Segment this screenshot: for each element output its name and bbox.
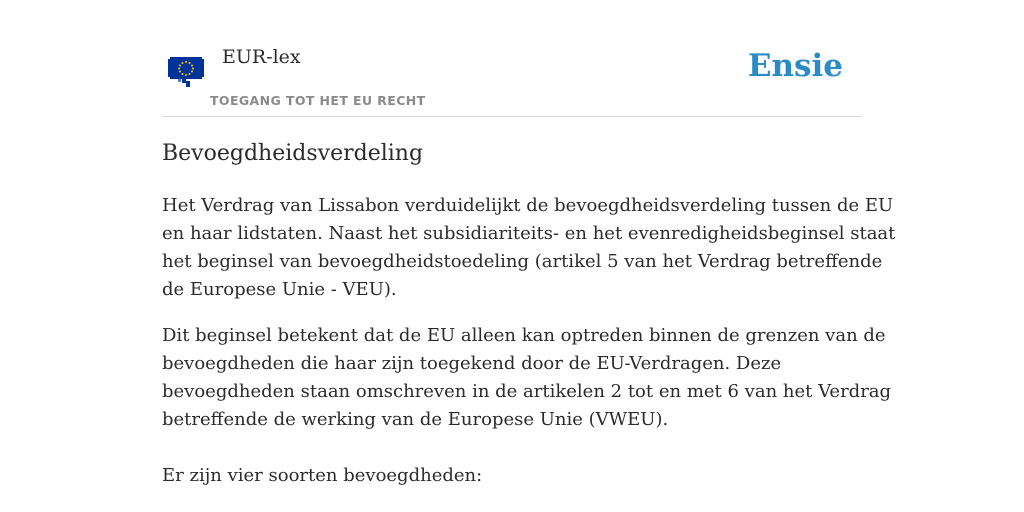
brand-logo-link[interactable]: Ensie: [747, 48, 843, 84]
article-content: [162, 136, 896, 490]
site-header: [162, 0, 862, 117]
paragraph-line: Dit beginsel betekent dat de EU alleen kan optreden binnen de grenzen van de: [162, 325, 886, 346]
paragraph-line: de Europese Unie - VEU).: [162, 279, 397, 300]
paragraph-line: Het Verdrag van Lissabon verduidelijkt de bevoegdheidsverdeling tussen de EU: [162, 195, 894, 216]
site-name[interactable]: EUR-lex: [222, 46, 301, 68]
site-tagline: TOEGANG TOT HET EU RECHT: [210, 93, 426, 108]
article-paragraph: [162, 322, 892, 434]
paragraph-line: bevoegdheden staan omschreven in de artikelen 2 tot en met 6 van het Verdrag: [162, 381, 892, 402]
page-title: Bevoegdheidsverdeling: [162, 141, 424, 166]
article-paragraph: [162, 462, 862, 490]
eu-flag-icon[interactable]: [168, 55, 204, 89]
article-paragraph: [162, 192, 896, 304]
paragraph-line: het beginsel van bevoegdheidstoedeling (artikel 5 van het Verdrag betreffende: [162, 251, 883, 272]
paragraph-line: en haar lidstaten. Naast het subsidiariteits- en het evenredigheidsbeginsel staat: [162, 223, 896, 244]
paragraph-line: betreffende de werking van de Europese Unie (VWEU).: [162, 409, 669, 430]
paragraph-line: bevoegdheden die haar zijn toegekend door de EU-Verdragen. Deze: [162, 353, 782, 374]
paragraph-line: Er zijn vier soorten bevoegdheden:: [162, 465, 483, 486]
